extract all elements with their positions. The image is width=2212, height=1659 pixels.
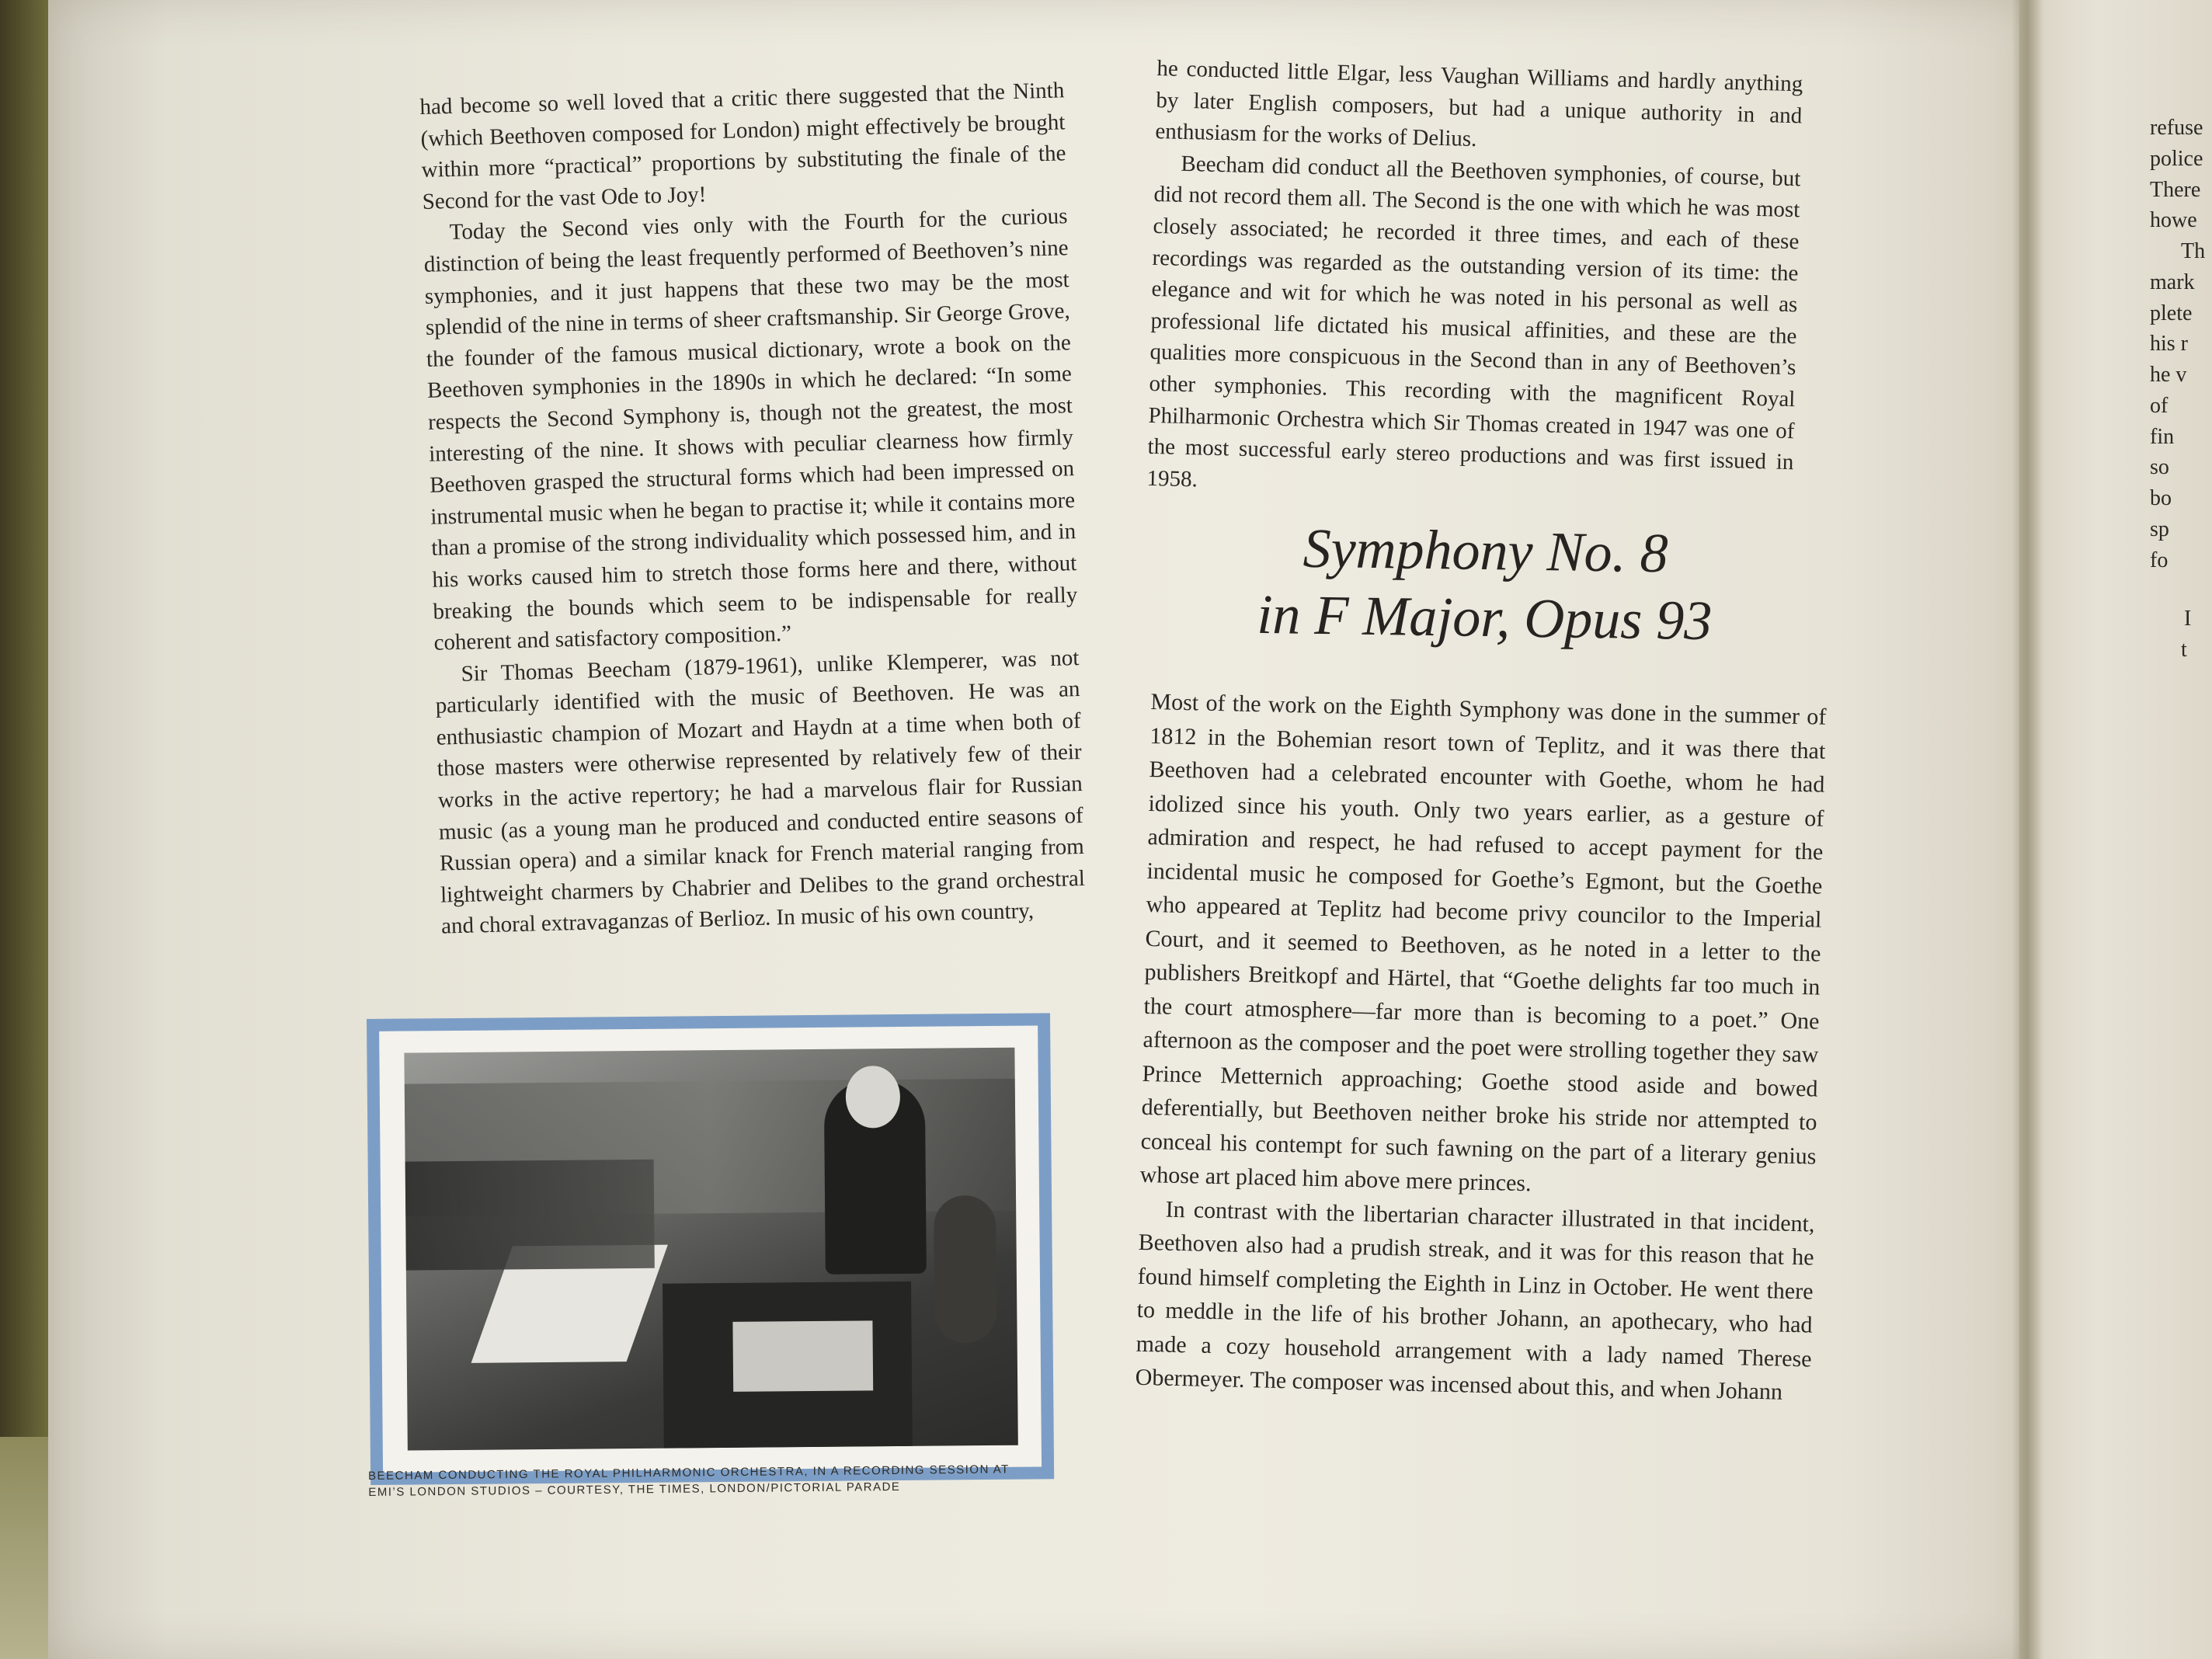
fragment: police	[2150, 146, 2203, 171]
paragraph: he conducted little Elgar, less Vaughan Williams and hardly anything by later English composers, but had a unique authority in and enthusiasm for the works of Delius.	[1155, 55, 1803, 152]
paragraph: Beecham did conduct all the Beethoven symphonies, of course, but did not record them all. The Second is the one with which he was most closely associated; he recorded it three times, and each of these recordings was regarded as the outstanding version of its time: the elegance and wit for which he was noted in his personal as well as professional life dictated his musical affinities, and these are the qualities more conspicuous in the Second than in any of Beethoven’s other symphonies. This recording with the magnificent Royal Philharmonic Orchestra which Sir Thomas created in 1947 was one of the most successful early stereo productions and was first issued in 1958.	[1146, 151, 1801, 492]
paragraph: Today the Second vies only with the Fourth for the curious distinction of being the least frequently performed of Beethoven’s nine symphonies, and it just happens that these two may be the most splendid of the nine in terms of sheer craftsmanship. Sir George Grove, the founder of the famous musical dictionary, wrote a book on the Beethoven symphonies in the 1890s in which he declared: “In some respects the Second Symphony is, though not the greatest, the most interesting of the nine. It shows with peculiar clearness how firmly Beethoven grasped the structural forms which had been impressed on instrumental music when he began to practise it; while it contains more than a promise of the strong individuality which possessed him, and in his works caused him to stretch those forms here and there, without breaking the bounds which seem to be indispensable for really coherent and satisfactory composition.”	[423, 203, 1078, 656]
paragraph: had become so well loved that a critic there suggested that the Ninth (which Beethoven composed for London) might effectively be brought within more “practical” proportions by substituting the finale of the Second for the vast Ode to Joy!	[419, 78, 1066, 214]
fragment: plete	[2150, 301, 2193, 325]
heading-line-1: Symphony No. 8	[1303, 516, 1669, 585]
photo-score	[732, 1320, 873, 1392]
fragment: sp	[2150, 516, 2169, 541]
fragment: so	[2150, 455, 2169, 480]
facing-page-text-fragments	[2150, 113, 2205, 666]
heading-line-2: in F Major, Opus 93	[1256, 583, 1713, 652]
fragment: howe	[2150, 208, 2197, 233]
fragment: he v	[2150, 363, 2187, 387]
fragment: mark	[2150, 270, 2195, 294]
booklet-left-page	[48, 0, 2036, 1659]
paragraph: Most of the work on the Eighth Symphony was done in the summer of 1812 in the Bohemian resort town of Teplitz, and it was there that Beethoven had a celebrated encounter with Goethe, whom he had idolized since his youth. Only two years earlier, as a gesture of admiration and respect, he had refused to accept payment for the incidental music he composed for Goethe’s Egmont, but the Goethe who appeared at Teplitz had become privy councilor to the Imperial Court, and it seemed to Beethoven, as he noted in a letter to the publishers Breitkopf and Härtel, that “Goethe delights far too much in the court atmosphere—far more than is becoming to a poet.” One afternoon as the composer and the poet were strolling together they saw Prince Metternich approaching; Goethe stood aside and bowed deferentially, but Beethoven neither broke his stride nor attempted to conceal his contempt for such fawning on the part of a literary genius whose art placed him above mere princes.	[1139, 688, 1827, 1197]
section-heading	[1181, 513, 1789, 656]
right-text-column-bottom	[1135, 685, 1827, 1410]
fragment: refuse	[2150, 116, 2203, 140]
fragment: bo	[2150, 486, 2172, 510]
fragment: his r	[2150, 332, 2188, 356]
fragment: There	[2150, 177, 2201, 202]
photo-mat	[379, 1025, 1042, 1472]
page-gutter-shadow	[2012, 0, 2043, 1659]
paragraph: Sir Thomas Beecham (1879-1961), unlike Klemperer, was not particularly identified with the music of Beethoven. He was an enthusiastic champion of Mozart and Haydn at a time when both of those masters were otherwise represented by relatively few of their works in the active repertory; he had a marvelous flair for Russian music (as a young man he produced and conducted entire seasons of Russian opera) and a similar knack for French material ranging from lightweight charmers by Chabrier and Delibes to the grand orchestral and choral extravaganzas of Berlioz. In music of his own country,	[435, 645, 1086, 940]
paragraph: In contrast with the libertarian character illustrated in that incident, Beethoven also had a prudish streak, and it was for this reason that he found himself completing the Eighth in Linz in October. He went there to meddle in the life of his brother Johann, an apothecary, who had made a cozy household arrangement with a lady named Therese Obermeyer. The composer was incensed about this, and when Johann	[1135, 1196, 1815, 1405]
caption-line-1: BEECHAM CONDUCTING THE ROYAL PHILHARMONIC ORCHESTRA, IN A RECORDING SESSION AT	[368, 1462, 1010, 1483]
caption-line-2: EMI’S LONDON STUDIOS – COURTESY, THE TIMES, LONDON/PICTORIAL PARADE	[368, 1480, 901, 1499]
fragment: t	[2181, 638, 2187, 662]
fragment: fin	[2150, 424, 2175, 449]
photo-musicians-left	[405, 1160, 655, 1271]
orchestra-photo	[404, 1048, 1017, 1451]
fragment: I	[2184, 607, 2192, 631]
photo-caption	[368, 1461, 1052, 1501]
fragment: Th	[2181, 239, 2206, 263]
photo-frame	[367, 1013, 1054, 1485]
left-text-column	[419, 75, 1086, 942]
fragment: of	[2150, 393, 2169, 418]
right-text-column-top	[1146, 53, 1803, 510]
photo-cello	[934, 1195, 997, 1344]
photo-conductor-head	[846, 1066, 901, 1129]
fragment: fo	[2150, 548, 2169, 572]
